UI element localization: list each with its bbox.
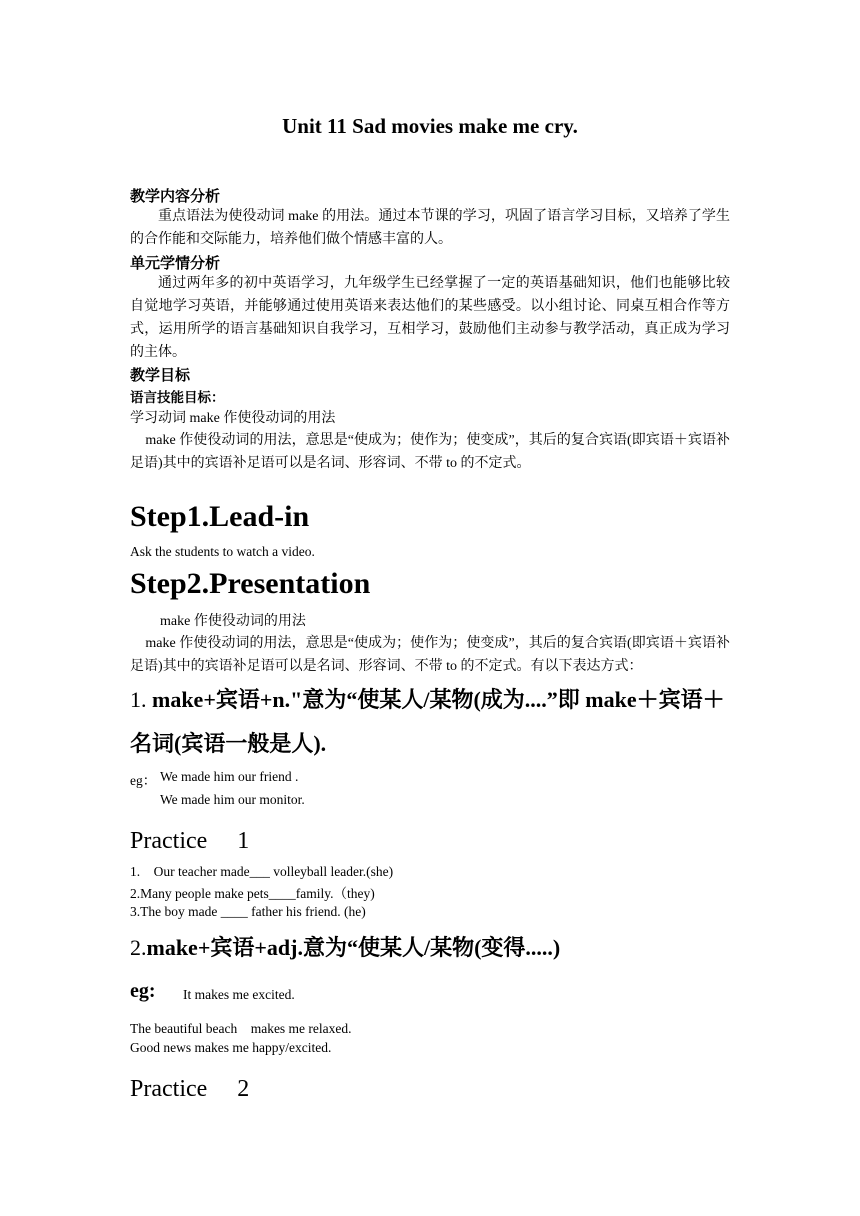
- rule1-number: 1.: [130, 687, 147, 712]
- step1-heading: Step1.Lead-in: [130, 500, 310, 533]
- rule1-example-label: eg：: [130, 773, 157, 788]
- step1-text: Ask the students to watch a video.: [130, 544, 315, 559]
- rule2-example-3: Good news makes me happy/excited.: [130, 1040, 332, 1055]
- goals-heading: 教学目标: [130, 368, 191, 384]
- step2-heading: Step2.Presentation: [130, 567, 371, 600]
- step2-line-2: make 作使役动词的用法，意思是“使成为；使作为；使变成”，其后的复合宾语(即宾语＋宾语补足语)其中的宾语补足语可以是名词、形容词、不带 to 的不定式。有以下表达方式：: [130, 636, 730, 674]
- rule2: [130, 926, 740, 970]
- rule2-example-label: eg:: [130, 980, 156, 1002]
- rule2-example-2: The beautiful beach makes me relaxed.: [130, 1021, 352, 1036]
- practice1-item-1: 1. Our teacher made___ volleyball leader.(she): [130, 864, 394, 879]
- step2-line-1: make 作使役动词的用法: [160, 614, 306, 629]
- learner-text: 通过两年多的初中英语学习，九年级学生已经掌握了一定的英语基础知识，他们也能够比较自觉地学习英语，并能够通过使用英语来表达他们的某些感受。以小组讨论、同桌互相合作等方式，运用所学的语言基础知识自我学习，互相学习，鼓励他们主动参与教学活动，真正成为学习的主体。: [130, 276, 730, 360]
- analysis-text: 重点语法为使役动词 make 的用法。通过本节课的学习，巩固了语言学习目标，又培养了学生的合作能和交际能力，培养他们做个情感丰富的人。: [130, 209, 730, 247]
- rule2-example-1: It makes me excited.: [183, 987, 295, 1002]
- practice1-item-2: 2.Many people make pets____family.（they): [130, 886, 375, 901]
- skills-line-1: 学习动词 make 作使役动词的用法: [130, 411, 336, 426]
- rule1-text: make+宾语+n."意为“使某人/某物(成为....”即 make＋宾语＋名词(宾语一般是人).: [130, 687, 725, 756]
- practice2-heading: Practice 2: [130, 1076, 250, 1102]
- practice1-heading: Practice 1: [130, 828, 250, 854]
- rule2-text: make+宾语+adj.意为“使某人/某物(变得.....): [146, 935, 561, 960]
- rule2-number: 2.: [130, 935, 147, 960]
- rule1: [130, 678, 740, 766]
- document-title: Unit 11 Sad movies make me cry.: [282, 114, 578, 138]
- rule1-example-2: We made him our monitor.: [160, 792, 305, 807]
- analysis-heading: 教学内容分析: [130, 189, 221, 205]
- practice1-item-3: 3.The boy made ____ father his friend. (he): [130, 904, 366, 919]
- skills-heading: 语言技能目标：: [130, 390, 225, 405]
- skills-line-2: make 作使役动词的用法，意思是“使成为；使作为；使变成”，其后的复合宾语(即宾语＋宾语补足语)其中的宾语补足语可以是名词、形容词、不带 to 的不定式。: [130, 433, 730, 471]
- rule1-example-1: We made him our friend .: [160, 769, 299, 784]
- learner-heading: 单元学情分析: [130, 256, 221, 272]
